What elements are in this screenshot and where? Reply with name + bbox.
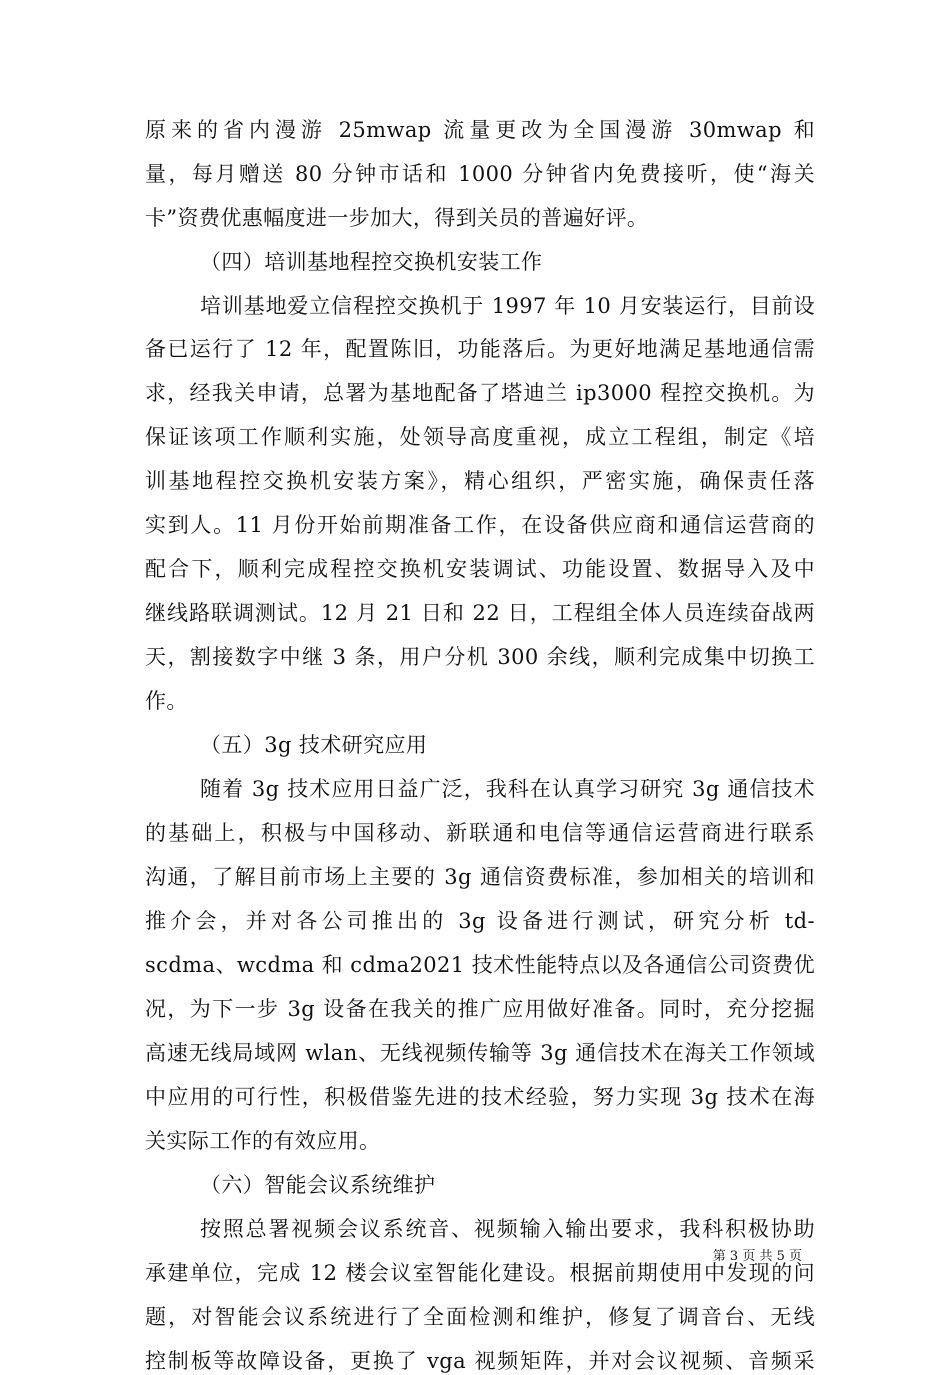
body-text-line: 的基础上，积极与中国移动、新联通和电信等通信运营商进行联系	[145, 821, 815, 845]
body-text-line: 配合下，顺利完成程控交换机安装调试、功能设置、数据导入及中	[145, 557, 815, 581]
body-text-line: 随着 3g 技术应用日益广泛，我科在认真学习研究 3g 通信技术	[200, 777, 815, 801]
section-heading-4: （四）培训基地程控交换机安装工作	[200, 250, 543, 274]
body-text-line: 求，经我关申请，总署为基地配备了塔迪兰 ip3000 程控交换机。为	[145, 381, 815, 405]
body-text-line: 卡”资费优惠幅度进一步加大，得到关员的普遍好评。	[145, 206, 649, 230]
body-text-line: 保证该项工作顺利实施，处领导高度重视，成立工程组，制定《培	[145, 425, 815, 449]
body-text-line: 备已运行了 12 年，配置陈旧，功能落后。为更好地满足基地通信需	[145, 337, 815, 361]
body-text-line: 中应用的可行性，积极借鉴先进的技术经验，努力实现 3g 技术在海	[145, 1085, 815, 1109]
body-text-line: 按照总署视频会议系统音、视频输入输出要求，我科积极协助	[200, 1217, 815, 1241]
body-text-line: 量，每月赠送 80 分钟市话和 1000 分钟省内免费接听，使“海关	[145, 162, 815, 186]
body-text-line: scdma、wcdma 和 cdma2021 技术性能特点以及各通信公司资费优	[145, 953, 815, 977]
body-text-line: 推介会，并对各公司推出的 3g 设备进行测试，研究分析 td-	[145, 909, 815, 933]
section-heading-5: （五）3g 技术研究应用	[200, 733, 428, 757]
body-text-line: 原来的省内漫游 25mwap 流量更改为全国漫游 30mwap 和	[145, 118, 815, 142]
body-text-line: 承建单位，完成 12 楼会议室智能化建设。根据前期使用中发现的问	[145, 1261, 815, 1285]
body-text-line: 控制板等故障设备，更换了 vga 视频矩阵，并对会议视频、音频采	[145, 1349, 815, 1373]
body-text-line: 沟通，了解目前市场上主要的 3g 通信资费标准，参加相关的培训和	[145, 865, 815, 889]
body-text-line: 作。	[145, 689, 188, 713]
page-number-footer: 第 3 页 共 5 页	[712, 1249, 802, 1264]
body-text-line: 实到人。11 月份开始前期准备工作，在设备供应商和通信运营商的	[145, 513, 815, 537]
body-text-line: 天，割接数字中继 3 条，用户分机 300 余线，顺利完成集中切换工	[145, 645, 815, 669]
body-text-line: 关实际工作的有效应用。	[145, 1129, 381, 1153]
body-text-line: 题，对智能会议系统进行了全面检测和维护，修复了调音台、无线	[145, 1305, 815, 1329]
body-text-line: 训基地程控交换机安装方案》，精心组织，严密实施，确保责任落	[145, 469, 815, 493]
body-text-line: 况，为下一步 3g 设备在我关的推广应用做好准备。同时，充分挖掘	[145, 997, 815, 1021]
body-text-line: 培训基地爱立信程控交换机于 1997 年 10 月安装运行，目前设	[200, 294, 815, 318]
section-heading-6: （六）智能会议系统维护	[200, 1173, 436, 1197]
body-text-line: 高速无线局域网 wlan、无线视频传输等 3g 通信技术在海关工作领域	[145, 1041, 815, 1065]
body-text-line: 继线路联调测试。12 月 21 日和 22 日，工程组全体人员连续奋战两	[145, 601, 815, 625]
